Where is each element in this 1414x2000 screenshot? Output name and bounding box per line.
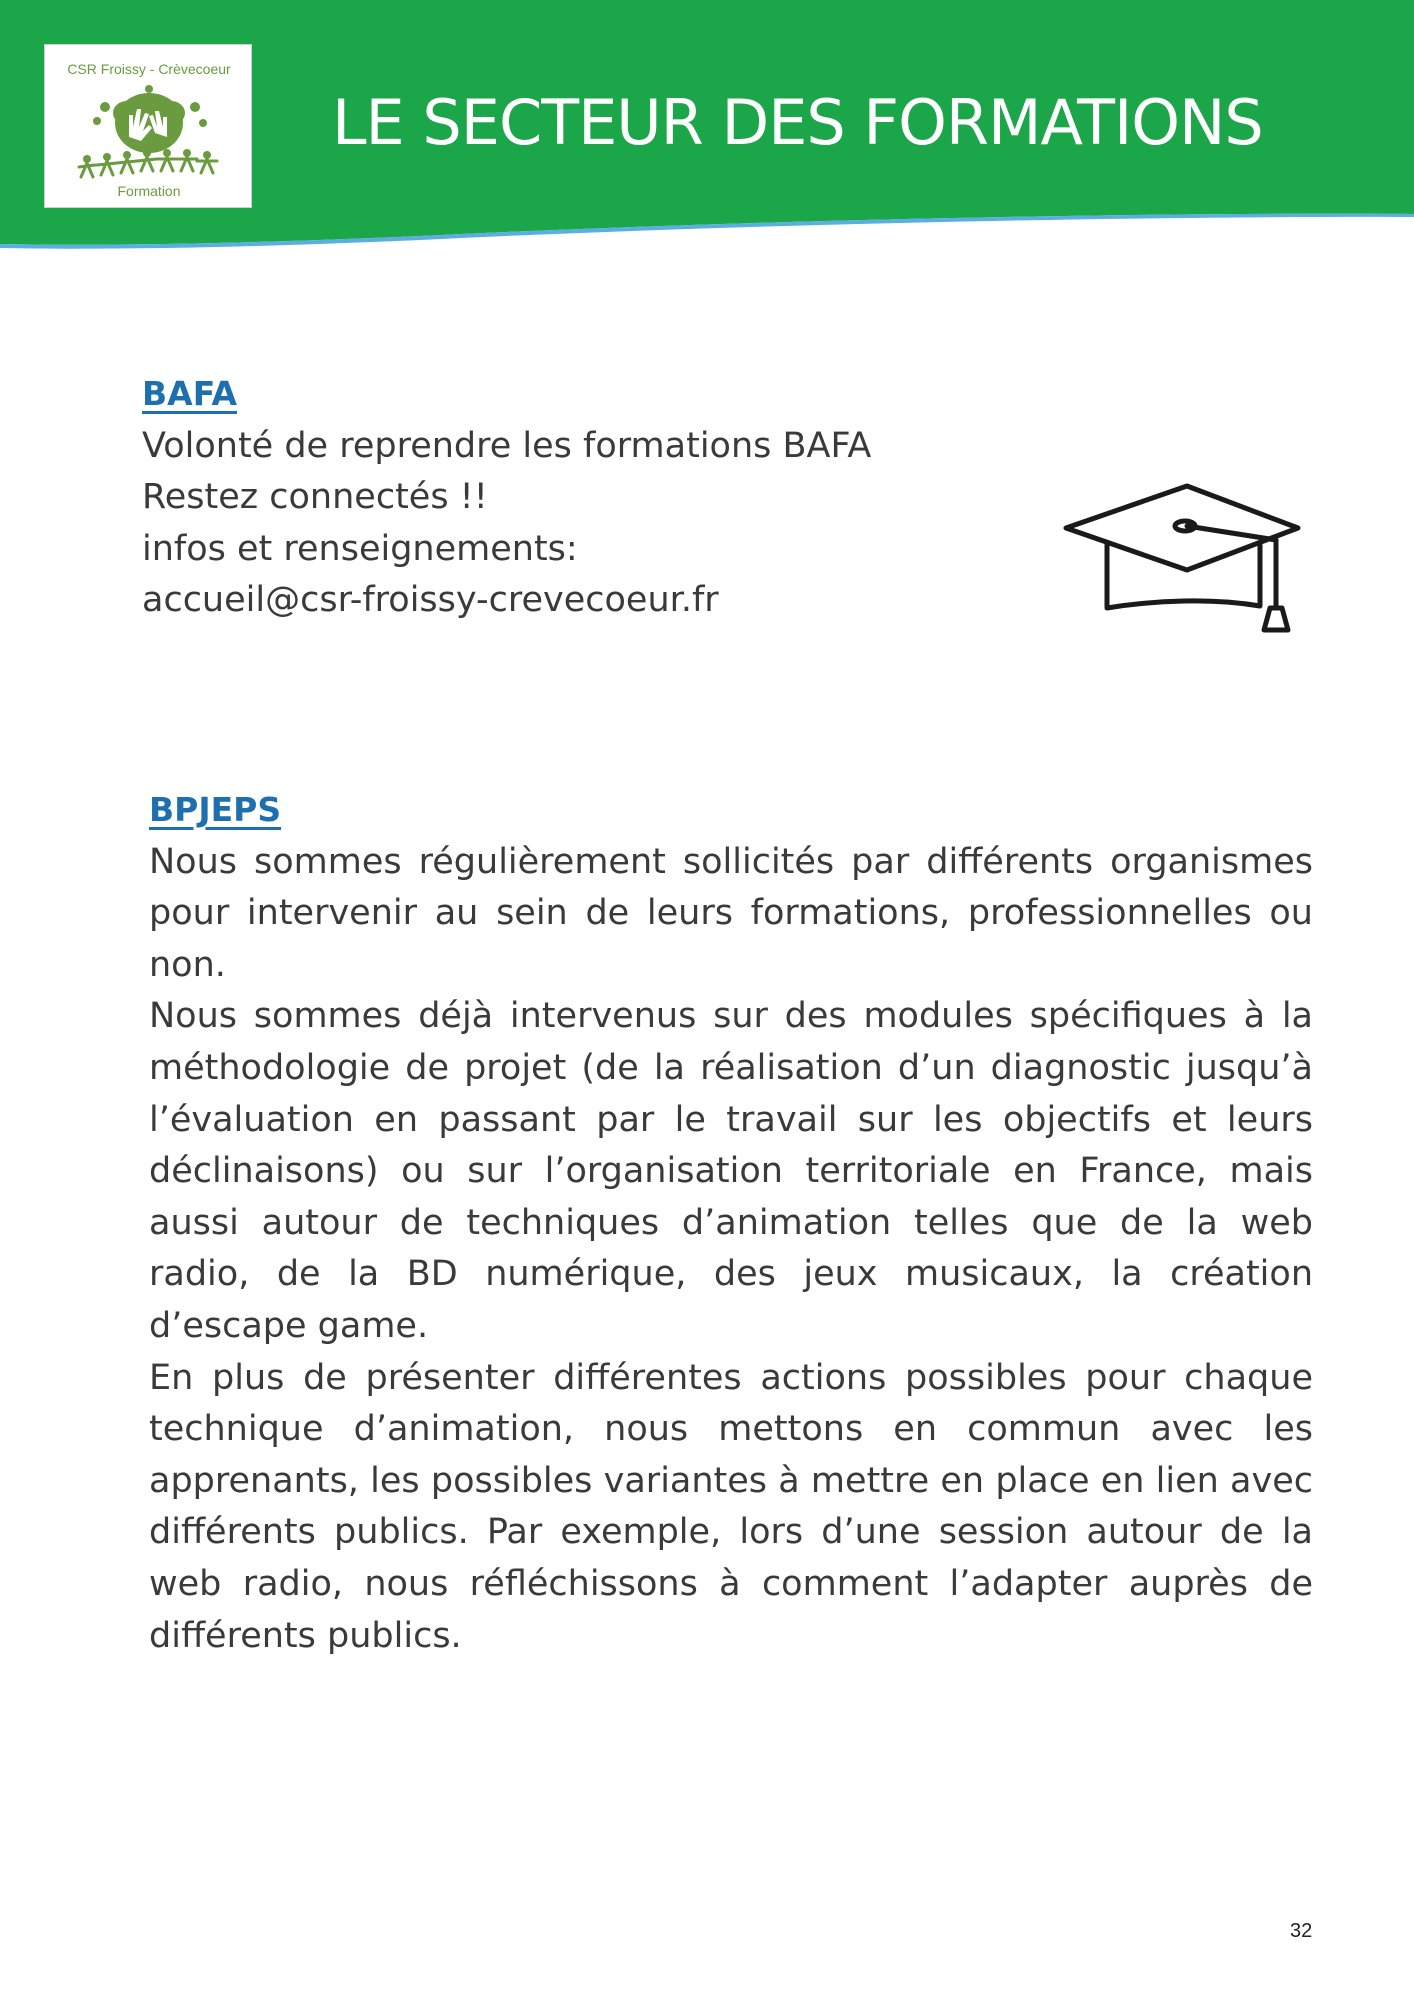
section-heading-bafa: BAFA (142, 374, 237, 413)
page-title: LE SECTEUR DES FORMATIONS (332, 86, 1263, 159)
bafa-line: Restez connectés !! (142, 477, 488, 518)
section-bafa (142, 368, 1042, 627)
section-bpjeps (149, 784, 1313, 1662)
bpjeps-paragraph: Nous sommes régulièrement sollicités par différents organismes pour intervenir au sein de leurs formations, professionnelles ou non. (149, 841, 1313, 985)
bafa-line: infos et renseignements: (142, 528, 578, 569)
bpjeps-paragraph: Nous sommes déjà intervenus sur des modules spécifiques à la méthodologie de projet (de la réalisation d’un diagnostic jusqu’à l’évaluation en passant par le travail sur les objectifs et leurs déclinaisons) ou sur l’organisation territoriale en France, mais aussi autour de techniques d’animation telles que de la web radio, de la BD numérique, des jeux musicaux, la création d’escape game. (149, 996, 1313, 1346)
csr-logo (44, 44, 252, 208)
bpjeps-paragraph: En plus de présenter différentes actions possibles pour chaque technique d’animation, nous mettons en commun avec les apprenants, les possibles variantes à mettre en place en lien avec différents publics. Par exemple, lors d’une session autour de la web radio, nous réfléchissons à comment l’adapter auprès de différents publics. (149, 1357, 1313, 1656)
bafa-email: accueil@csr-froissy-crevecoeur.fr (142, 580, 719, 621)
section-heading-bpjeps: BPJEPS (149, 790, 282, 829)
logo-name: CSR Froissy - Crèvecoeur (67, 61, 231, 77)
logo-subtitle: Formation (117, 183, 181, 199)
graduation-cap-icon (1062, 478, 1302, 638)
bafa-line: Volonté de reprendre les formations BAFA (142, 425, 872, 466)
page-number: 32 (1290, 1920, 1313, 1942)
hands-children-logo-icon (67, 79, 231, 183)
